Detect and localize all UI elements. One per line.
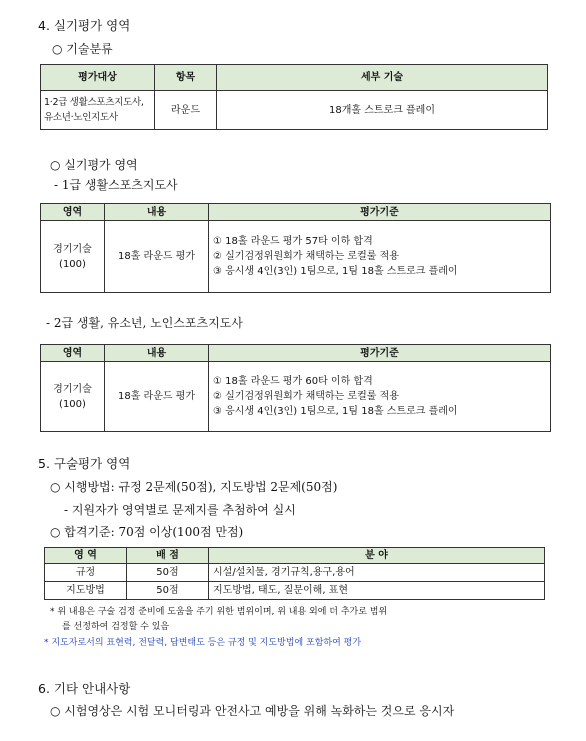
section-4-title: 4. 실기평가 영역 [38,18,131,33]
g1-header-criteria: 평가기준 [209,204,551,221]
tech-class-table [40,64,548,130]
g1-header-content: 내용 [105,204,209,221]
g1-content-cell: 18홀 라운드 평가 [105,221,209,293]
oral-row1-score: 50점 [127,564,209,582]
g2-header-criteria: 평가기준 [209,345,551,362]
g2-header-content: 내용 [105,345,209,362]
oral-pass-criteria: ○ 합격기준: 70점 이상(100점 만점) [50,525,244,539]
oral-row2-area: 지도방법 [45,582,127,600]
item-cell: 라운드 [155,91,217,130]
g2-area-line-2: (100) [59,398,86,410]
section-5-title: 5. 구술평가 영역 [38,456,131,471]
col-header-target: 평가대상 [41,65,155,91]
target-cell [41,91,155,130]
grade2-label: - 2급 생활, 유소년, 노인스포츠지도사 [46,316,243,330]
col-header-item: 항목 [155,65,217,91]
section-6-title: 6. 기타 안내사항 [38,681,131,696]
target-line-2: 유소년·노인지도사 [44,112,118,123]
oral-table [44,547,545,600]
g2-content-cell: 18홀 라운드 평가 [105,362,209,432]
g2-criterion-2: ② 실기검정위원회가 채택하는 로컬룰 적용 [213,391,399,402]
col-header-detail: 세부 기술 [217,65,548,91]
g2-area-line-1: 경기기술 [53,383,92,395]
g1-criterion-1: ① 18홀 라운드 평가 57타 이하 합격 [213,236,373,247]
table-row [45,564,545,582]
grade1-label: - 1급 생활스포츠지도사 [54,178,178,192]
g1-area-line-1: 경기기술 [53,243,92,255]
oral-note-1-line-2: 를 선정하여 검정할 수 있음 [62,622,170,632]
g1-criteria-cell [209,221,551,293]
grade1-table [40,203,551,293]
oral-row2-field: 지도방법, 태도, 질문이해, 표현 [209,582,545,600]
tech-class-heading: ○ 기술분류 [52,42,113,56]
g1-header-area: 영역 [41,204,105,221]
oral-row1-field: 시설/설치물, 경기규칙,용구,용어 [209,564,545,582]
target-line-1: 1·2급 생활스포츠지도사, [44,97,144,108]
g1-criterion-2: ② 실기검정위원회가 채택하는 로컬룰 적용 [213,251,399,262]
oral-note-1-line-1: * 위 내용은 구술 검정 준비에 도움을 주기 위한 범위이며, 위 내용 외에 더 추가로 범위 [50,607,388,617]
g1-area-line-2: (100) [59,258,86,270]
detail-cell: 18개홀 스트로크 플레이 [217,91,548,130]
oral-method-sub: - 지원자가 영역별로 문제지를 추첨하여 실시 [64,503,296,517]
oral-row1-area: 규정 [45,564,127,582]
oral-method: ○ 시행방법: 규정 2문제(50점), 지도방법 2문제(50점) [50,480,338,494]
oral-note-2: * 지도자로서의 표현력, 전달력, 답변태도 등은 규정 및 지도방법에 포함하여 평가 [44,638,362,648]
oral-header-area: 영 역 [45,548,127,564]
table-row [45,582,545,600]
g2-criterion-1: ① 18홀 라운드 평가 60타 이하 합격 [213,376,373,387]
grade2-table [40,344,551,432]
g1-criterion-3: ③ 응시생 4인(3인) 1팀으로, 1팀 18홀 스트로크 플레이 [213,266,458,277]
oral-header-field: 분 야 [209,548,545,564]
g2-criteria-cell [209,362,551,432]
g2-criterion-3: ③ 응시생 4인(3인) 1팀으로, 1팀 18홀 스트로크 플레이 [213,406,458,417]
practical-area-heading: ○ 실기평가 영역 [50,158,138,172]
oral-header-score: 배 점 [127,548,209,564]
g2-area-cell [41,362,105,432]
g2-header-area: 영역 [41,345,105,362]
oral-row2-score: 50점 [127,582,209,600]
g1-area-cell [41,221,105,293]
other-info-line-1: ○ 시험영상은 시험 모니터링과 안전사고 예방을 위해 녹화하는 것으로 응시자 [50,704,455,718]
